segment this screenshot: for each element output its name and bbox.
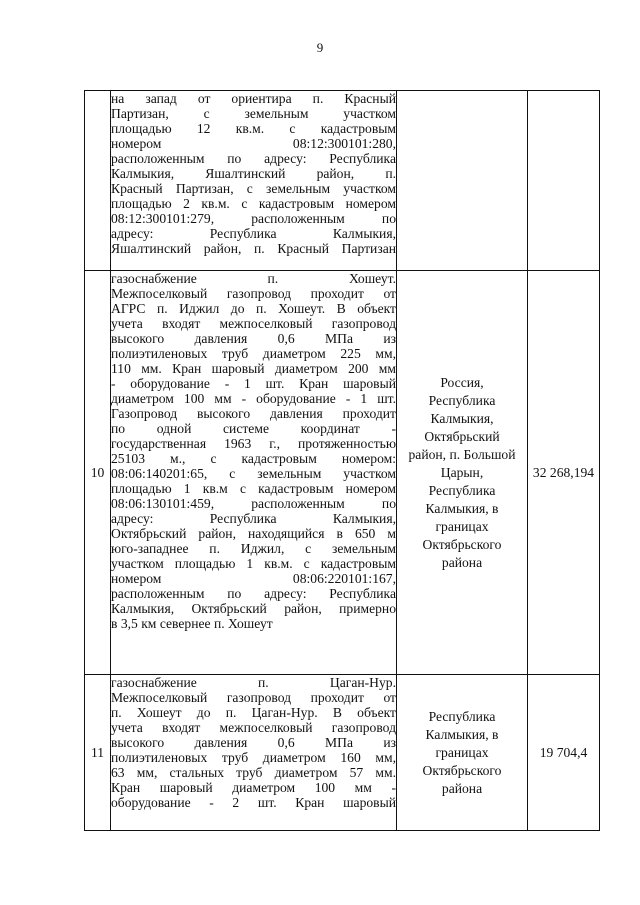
page-number: 9 (316, 40, 324, 55)
description-line: участком площадью 1 кв.м. с кадастровым (111, 556, 396, 571)
location-line: Калмыкия, в (425, 500, 499, 516)
description-line: на запад от ориентира п. Красный (111, 91, 396, 106)
row-number (85, 91, 111, 271)
description-line: полиэтиленовых труб диаметром 225 мм, (111, 346, 396, 361)
location-line: Республика (428, 482, 496, 498)
description-line: 08:06:140201:65, с земельным участком (111, 466, 396, 481)
object-location (397, 91, 528, 271)
location-line: границах (435, 744, 489, 760)
row-number: 11 (85, 675, 111, 831)
description-line: - оборудование - 1 шт. Кран шаровый (111, 376, 396, 391)
location-line: границах (435, 518, 489, 534)
location-line: Республика (428, 392, 496, 408)
description-line: оборудование - 2 шт. Кран шаровый (111, 795, 396, 810)
location-line: Россия, (440, 374, 484, 390)
description-line: площадью 2 кв.м. с кадастровым номером (111, 196, 396, 211)
location-line: Октябрьский (424, 428, 500, 444)
object-description (111, 271, 397, 675)
description-line: 08:06:130101:459, расположенным по (111, 496, 396, 511)
description-line: высокого давления 0,6 МПа из (111, 331, 396, 346)
description-line: 63 мм, стальных труб диаметром 57 мм. (111, 765, 396, 780)
location-line: Царын, (440, 464, 484, 480)
object-value (528, 91, 600, 271)
description-line: Яшалтинский район, п. Красный Партизан (111, 241, 396, 256)
description-line: Октябрьский район, находящийся в 650 м (111, 526, 396, 541)
description-line: номером 08:12:300101:280, (111, 136, 396, 151)
description-line: Партизан, с земельным участком (111, 106, 396, 121)
location-line: район, п. Большой (408, 446, 516, 462)
property-table (84, 90, 600, 831)
description-line: Газопровод высокого давления проходит (111, 406, 396, 421)
description-line: Калмыкия, Октябрьский район, примерно (111, 601, 396, 616)
object-location (397, 271, 528, 675)
description-line: АГРС п. Иджил до п. Хошеут. В объект (111, 301, 396, 316)
location-line: Октябрьского (422, 536, 502, 552)
description-line: Калмыкия, Яшалтинский район, п. (111, 166, 396, 181)
description-line: учета входят межпоселковый газопровод (111, 316, 396, 331)
location-line: района (441, 554, 483, 570)
description-line: высокого давления 0,6 МПа из (111, 735, 396, 750)
description-line: диаметром 100 мм - оборудование - 1 шт. (111, 391, 396, 406)
description-line: расположенным по адресу: Республика (111, 586, 396, 601)
object-description (111, 91, 397, 271)
location-line: Калмыкия, (430, 410, 494, 426)
object-value: 19 704,4 (528, 675, 600, 831)
description-line: расположенным по адресу: Республика (111, 151, 396, 166)
description-line: по одной системе координат - (111, 421, 396, 436)
description-line: газоснабжение п. Хошеут. (111, 271, 396, 286)
object-value: 32 268,194 (528, 271, 600, 675)
description-line: Кран шаровый диаметром 100 мм - (111, 780, 396, 795)
location-line: Октябрьского (422, 762, 502, 778)
description-line: площадью 12 кв.м. с кадастровым (111, 121, 396, 136)
description-line: адресу: Республика Калмыкия, (111, 226, 396, 241)
description-line: номером 08:06:220101:167, (111, 571, 396, 586)
description-line: п. Хошеут до п. Цаган-Нур. В объект (111, 705, 396, 720)
object-description (111, 675, 397, 831)
description-line: Межпоселковый газопровод проходит от (111, 690, 396, 705)
object-location (397, 675, 528, 831)
description-line: юго-западнее п. Иджил, с земельным (111, 541, 396, 556)
description-line: площадью 1 кв.м с кадастровым номером (111, 481, 396, 496)
description-line: полиэтиленовых труб диаметром 160 мм, (111, 750, 396, 765)
description-line: учета входят межпоселковый газопровод (111, 720, 396, 735)
row-number: 10 (85, 271, 111, 675)
location-line: Калмыкия, в (425, 726, 499, 742)
table-row (85, 271, 600, 675)
description-line: адресу: Республика Калмыкия, (111, 511, 396, 526)
description-line: государственная 1963 г., протяженностью (111, 436, 396, 451)
description-line: 110 мм. Кран шаровый диаметром 200 мм (111, 361, 396, 376)
description-line: 08:12:300101:279, расположенным по (111, 211, 396, 226)
location-line: Республика (428, 708, 496, 724)
location-line: района (441, 780, 483, 796)
table-row (85, 675, 600, 831)
description-line: Межпоселковый газопровод проходит от (111, 286, 396, 301)
description-line: Красный Партизан, с земельным участком (111, 181, 396, 196)
description-line: в 3,5 км севернее п. Хошеут (111, 616, 273, 631)
description-line: газоснабжение п. Цаган-Нур. (111, 675, 396, 690)
description-line: 25103 м., с кадастровым номером: (111, 451, 396, 466)
table-row (85, 91, 600, 271)
